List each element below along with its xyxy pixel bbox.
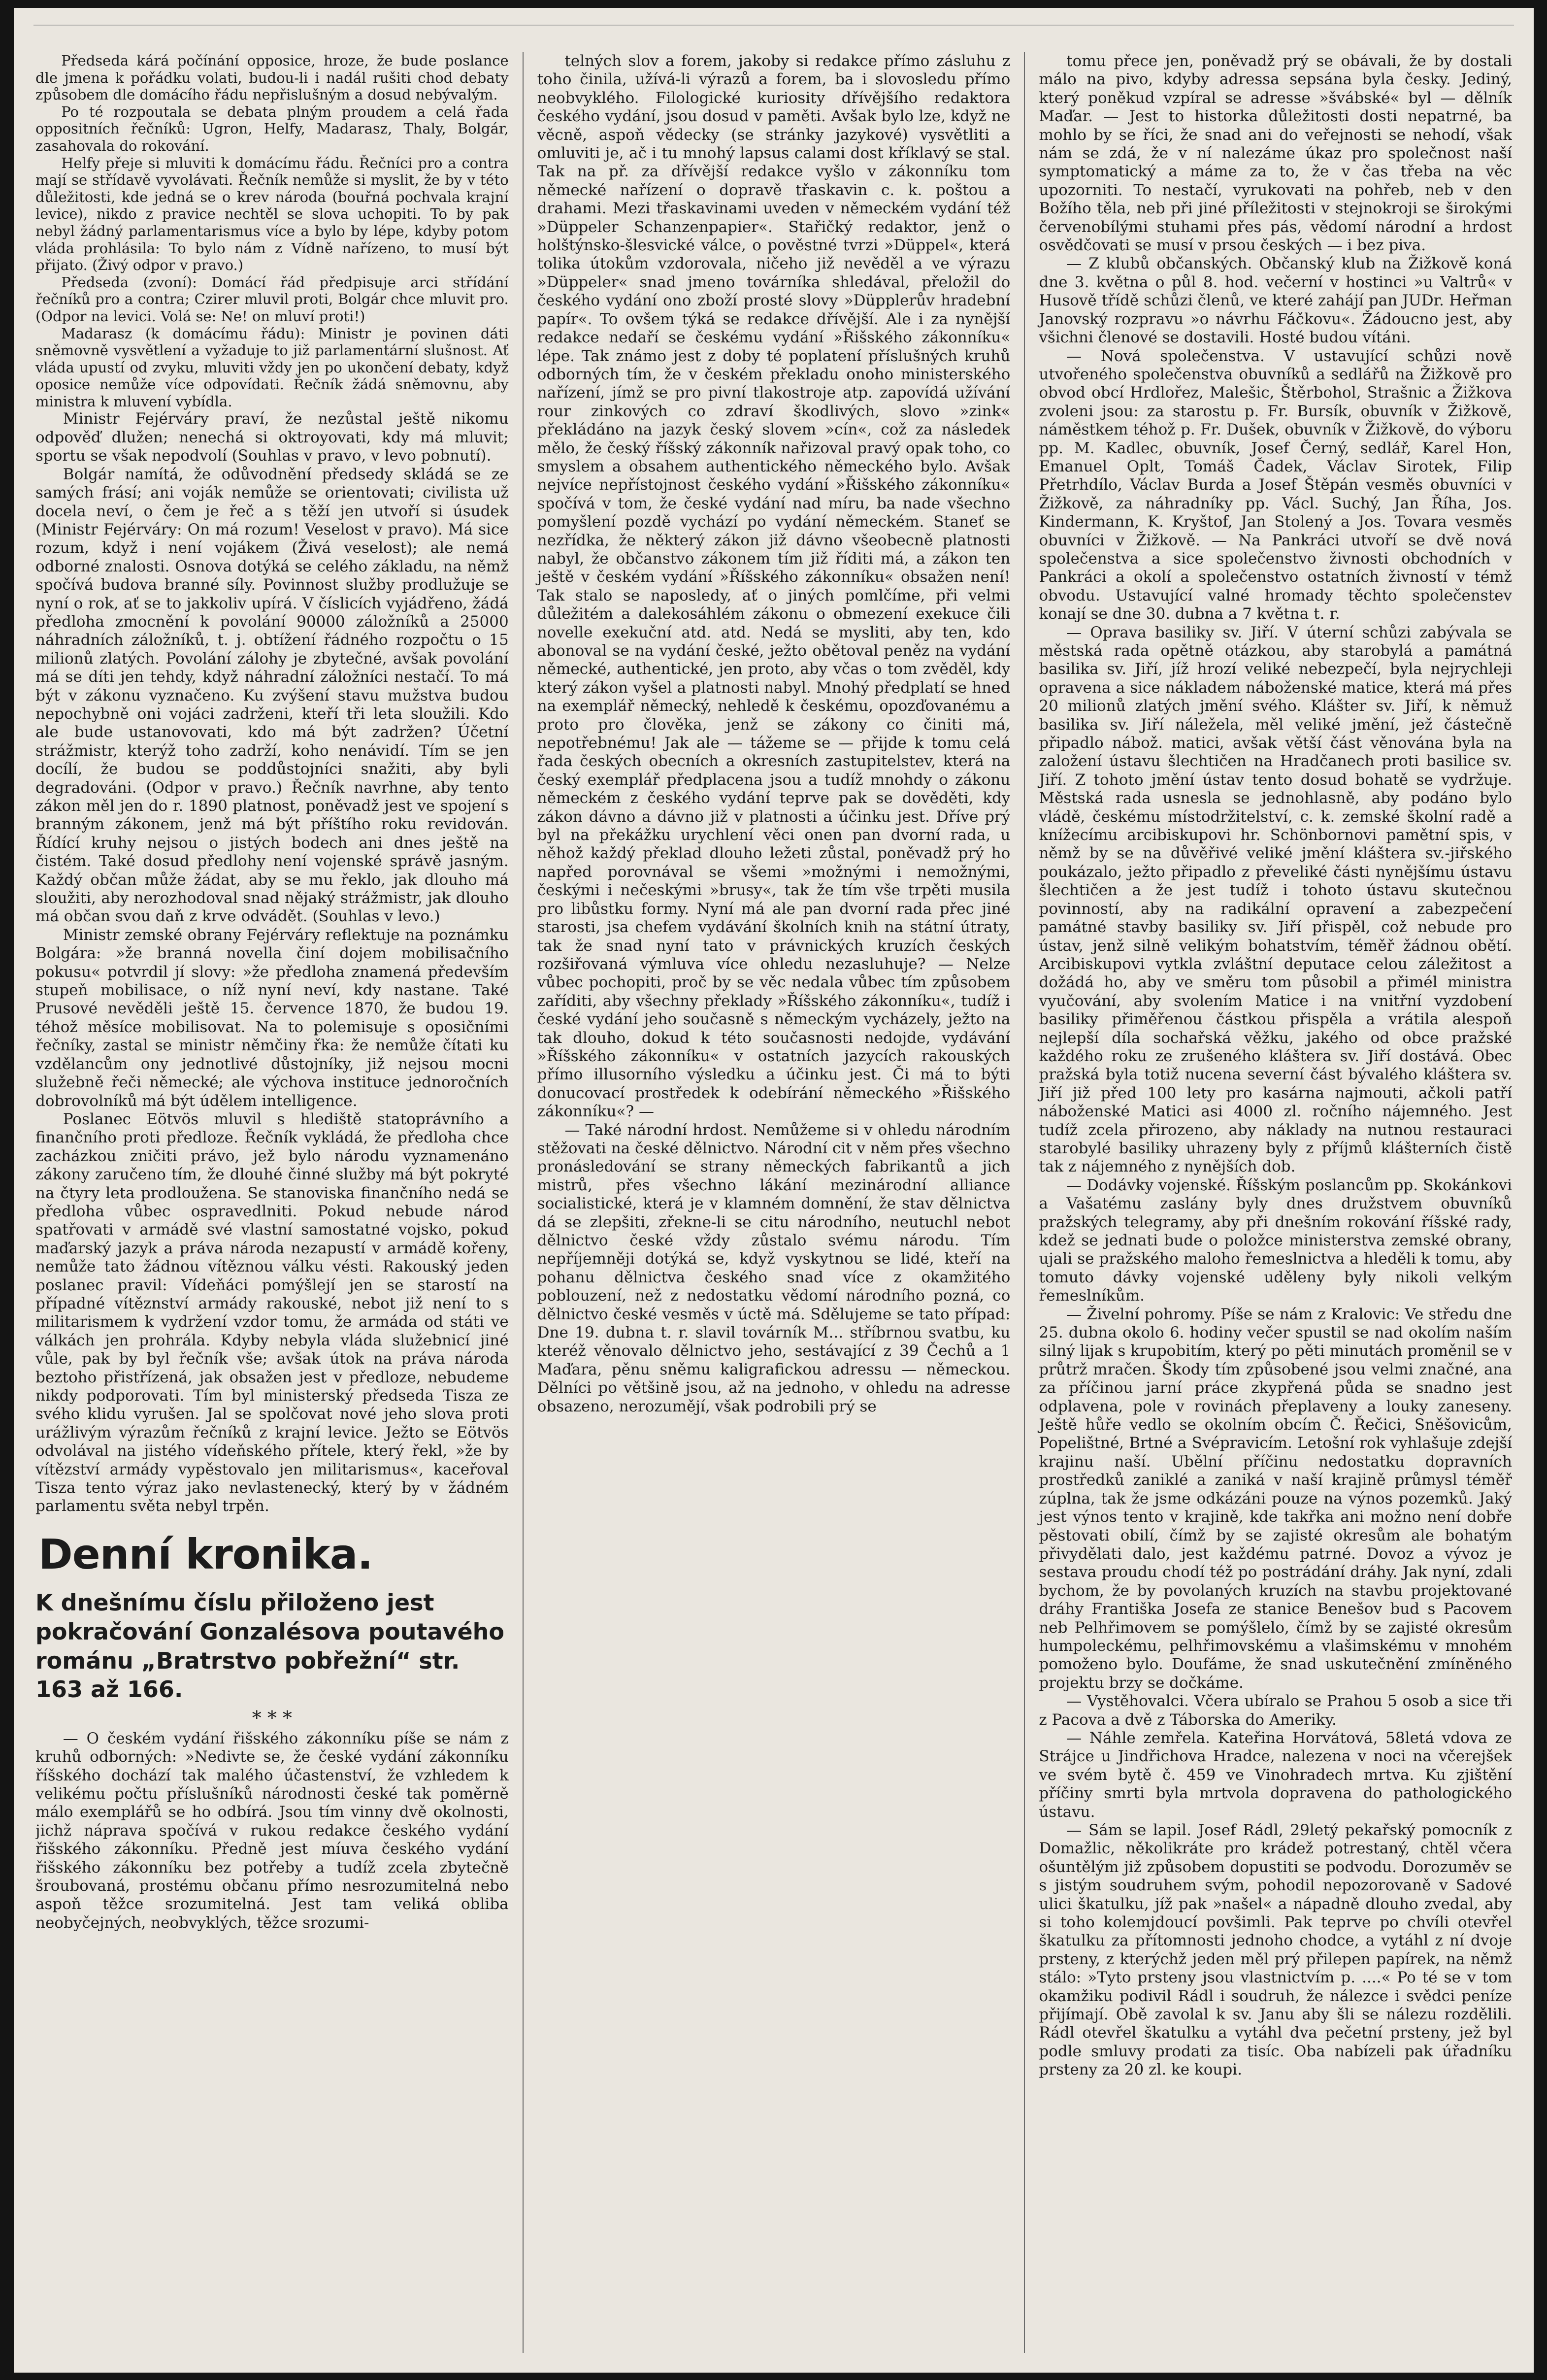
column-middle <box>523 52 1011 2353</box>
paragraph: — Oprava basiliky sv. Jiří. V úterní schůzi zabývala se městská rada opětně otázkou, aby starobylá a památná basilika sv. Jiří, jíž hrozí veliké nebezpečí, byla nejrychleji opravena a sice nákladem náboženské matice, která má přes 20 milionů zlatých jmění svého. Klášter sv. Jiří, k němuž basilika sv. Jiří náležela, měl veliké jmění, jež částečně připadlo nábož. matici, avšak větší část věnována byla na založení ústavu šlechtičen na Hradčanech proti basilice sv. Jiří. Z tohoto jmění ústav tento dosud bohatě se vydržuje. Městská rada usnesla se jednohlasně, aby podáno bylo vládě, českému místodržitelství, c. k. zemské školní radě a knížecímu arcibiskupovi hr. Schönbornovi pamětní spis, v němž by se na důvěřivé veliké jmění kláštera sv.-jiřského poukázalo, ježto připadlo z převeliké části nynějšímu ústavu šlechtičen a že jest tudíž i tohoto ústavu skutečnou povinností, aby na radikální opravení a zabezpečení památné stavby basiliky sv. Jiří přispěl, což nebude pro ústav, jenž silně velikým bohatstvím, téměř žádnou obětí. Arcibiskupovi vytkla zvláštní deputace celou záležitost a dožádá ho, aby ve směru tom působil a přimél ministra vyučování, aby svolením Matice i na vnitřní vyzdobení basiliky přiměřenou částkou přispěla a vrátila alespoň nejlepší díla sochařská věžku, jakého od obce pražské každého roku ze zrušeného kláštera sv. Jiří dostává. Obec pražská byla totiž nucena severní část bývalého kláštera sv. Jiří již před 100 lety pro kasárna najmouti, ačkoli patří náboženské Matici asi 4000 zl. ročního nájemného. Jest tudíž zcela přirozeno, aby náklady na nutnou restauraci starobylé basiliky uhrazeny byly z příjmů klášterních čistě tak z nájemného z nynějších dob. <box>1039 623 1513 1176</box>
column-right <box>1024 52 1512 2353</box>
paragraph: Bolgár namítá, že odůvodnění předsedy skládá se ze samých frásí; ani voják nemůže se orientovati; civilista už docela neví, o čem je řeč a s těží jen utvoří si úsudek (Ministr Fejérváry: On má rozum! Veselost v pravo). Má sice rozum, když i není vojákem (Živá veselost); ale nemá odborné znalosti. Osnova dotýká se celého základu, na němž spočívá budova branné síly. Povinnost služby prodlužuje se nyní o rok, ať se to jakkoliv upírá. V číslicích vyjádřeno, žádá předloha zmocnění k povolání 90000 záložníků a 25000 náhradních záložníků, t. j. obtížení řádného rozpočtu o 15 milionů zlatých. Povolání zálohy je zbytečné, avšak povolání má se díti jen tehdy, když náhradní záložníci nestačí. To má být v zákonu vyznačeno. Ku zvýšení stavu mužstva budou nepochybně oni vojáci zadrženi, kteří tři leta sloužili. Kdo ale bude ustanovovati, kdo má být zadržen? Účetní strážmistr, kterýž toho zadrží, koho nenávidí. Tím se jen docílí, že budou se poddůstojníci snažiti, aby byli degradováni. (Odpor v pravo.) Řečník navrhne, aby tento zákon měl jen do r. 1890 platnost, poněvadž jest ve spojení s branným zákonem, jenž má být příštího roku revidován. Řídící kruhy nejsou o jistých bodech ani dnes ještě na čistém. Také dosud předlohy není vojenské správě jasným. Každý občan může žádat, aby se mu řeklo, jak dlouho má sloužiti, aby nerozhodoval snad nějaký strážmistr, jak dlouho má občan svou daň z krve odvádět. (Souhlas v levo.) <box>35 465 509 926</box>
paragraph: Ministr Fejérváry praví, že nezůstal ještě nikomu odpověď dlužen; nenechá si oktroyovati, kdy má mluvit; sportu se však nepodvolí (Souhlas v pravo, v levo pobnutí). <box>35 410 509 465</box>
column-left <box>35 52 509 2353</box>
top-rule <box>33 25 1514 26</box>
newspaper-page <box>14 8 1534 2373</box>
paragraph: Ministr zemské obrany Fejérváry reflektuje na poznámku Bolgára: »že branná novella činí dojem mobilisačního pokusu« potvrdil jí slovy: »že předloha znamená především stupeň mobilisace, o níž nyní neví, kdy nastane. Také Prusové nevěděli ještě 15. července 1870, že budou 19. téhož měsíce mobilisovat. Na to polemisuje s oposičními řečníky, zastal se ministr němčiny řka: že nemůže čítati ku vzdělancům ony jednotlivé důstojníky, již nejsou mocni služebně řeči německé; ale výchova instituce jednoročních dobrovolníků má být údělem intelligence. <box>35 926 509 1110</box>
paragraph: — O českém vydání řišského zákonníku píše se nám z kruhů odborných: »Nedivte se, že české vydání zákonníku říšského dochází tak malého účastenství, že vzhledem k velikému počtu příslušníků národnosti české tak poměrně málo exemplářů se ho odbírá. Jsou tím vinny dvě okolnosti, jichž náprava spočívá v rukou redakce českého vydání řišského zákonníku. Předně jest míuva českého vydání řišského zákonníku bez potřeby a tudíž zcela zbytečně šroubovaná, prostému občanu přímo nesrozumitelná nebo aspoň těžce srozumitelná. Jest tam veliká obliba neobyčejných, neobvyklých, těžce srozumi- <box>35 1729 509 1932</box>
paragraph: — Sám se lapil. Josef Rádl, 29letý pekařský pomocník z Domažlic, několikráte pro krádež potrestaný, chtěl včera ošuntělým již způsobem dopustiti se podvodu. Dorozuměv se s jistým soudruhem svým, pohodil nepozorovaně v Sadové ulici škatulku, jíž pak »našel« a nápadně dlouho zvedal, aby si toho kolemjdoucí povšimli. Pak teprve po chvíli otevřel škatulku za přítomnosti jednoho chodce, a vytáhl z ní dvoje prsteny, z kterýchž jeden měl prý přilepen papírek, na němž stálo: »Tyto prsteny jsou vlastnictvím p. ....« Po té se v tom okamžiku podivil Rádl i soudruh, že nálezce i svědci peníze přijímají. Obě zavolal k sv. Janu aby šli se nálezu rozdělili. Rádl otevřel škatulku a vytáhl dva pečetní prsteny, jež byl podle smluvy prodati za tisíc. Oba nabízeli pak úřadníku prsteny za 20 zl. ke koupi. <box>1039 1821 1513 2079</box>
paragraph: Poslanec Eötvös mluvil s hlediště statoprávního a finančního proti předloze. Řečník vykládá, že předloha chce zacházkou zničiti právo, jež bylo národu vyznamenáno zákony zaručeno tím, že dlouhé činné služby má být pokryté na čtyry leta prodloužena. Se stanoviska finančního nedá se předloha vůbec ospravedlniti. Pokud nebude národ spatřovati v armádě své vlastní samostatné vojsko, pokud maďarský jazyk a práva národa nezapustí v armádě kořeny, nemůže tato žádnou vítěznou válku vésti. Rakouský jeden poslanec pravil: Vídeňáci pomýšlejí jen se starostí na případné vítěznství armády rakouské, nebot již není to s militarismem k vydržení vzdor tomu, že armáda od státi ve válkách jen prohrála. Kdyby nebyla vláda služebnicí jiné vůle, pak by byl řečník vše; avšak útok na práva národa beztoho přistřízená, jak obsažen jest v předloze, nebudeme nikdy podporovati. Tím byl ministerský předseda Tisza ze svého klidu vyrušen. Jal se spolčovat nové jeho slova proti urážlivým výrazům řečníků z krajní levice. Ježto se Eötvös odvolával na jistého vídeňského přítele, který řekl, »že by vítězství armády vypěstovalo jen militarismus«, kaceřoval Tisza tento výraz jako nevlastenecký, který by v žádném parlamentu světa nebyl trpěn. <box>35 1110 509 1515</box>
supplement-notice: K dnešnímu číslu přiloženo jest pokračování Gonzalésova poutavého románu „Bratrstvo pobřežní“ str. 163 až 166. <box>35 1589 505 1703</box>
columns <box>35 52 1512 2353</box>
paragraph: tomu přece jen, poněvadž prý se obávali, že by dostali málo na pivo, kdyby adressa sepsána byla česky. Jediný, který poněkud vzpíral se adresse »švábské« byl — dělník Maďar. — Jest to historka důležitosti dosti nepatrné, ba mohlo by se říci, že snad ani do veřejnosti se nehodí, však nám se zdá, že v ní nalezáme úkaz pro společnost naší symptomatický a máme za to, že v čas třeba na věc upozorniti. To nestačí, vyrukovati na pohřeb, neb v den Božího těla, neb při jiné příležitosti v stejnokroji se širokými červenobílými stuhami přes pás, vědomí národní a hrdost osvědčovati se musí v prsou českých — i bez piva. <box>1039 52 1513 255</box>
paragraph: — Dodávky vojenské. Říšským poslancům pp. Skokánkovi a Vašatému zaslány byly dnes družstvem obuvníků pražských telegramy, aby při dnešním rokování říšské rady, kdež se jednati bude o položce ministerstva zemské obrany, ujali se pražského maloho řemeslnictva a hleděli k tomu, aby tomuto dávky vojenské uděleny byly nikoli velkým řemeslníkům. <box>1039 1176 1513 1305</box>
section-title: Denní kronika. <box>38 1530 373 1578</box>
paragraph: Madarasz (k domácímu řádu): Ministr je povinen dáti sněmovně vysvětlení a vyžaduje to již parlamentární slušnost. Ať vláda upustí od zvyku, mluviti vždy jen po ukončení debaty, když oposice nemůže více odpovídati. Řečník žádá sněmovnu, aby ministra k mluvení vybídla. <box>35 325 509 410</box>
paragraph: — Živelní pohromy. Píše se nám z Kralovic: Ve středu dne 25. dubna okolo 6. hodiny večer spustil se nad okolím naším silný lijak s krupobitím, který po pěti minutách proměnil se v průtrž mračen. Škody tím způsobené jsou velmi značné, ana za příčinou jarní práce zkypřená půda se snadno jest odplavena, pole v rovinách přeplaveny a louky zaneseny. Ještě hůře vedlo se okolním obcím Č. Řečici, Sněšovicům, Popelištné, Brtné a Svépravicím. Letošní rok vyhlašuje zdejší krajinu naší. Ubělní příčinu nedostatku dopravních prostředků zaniklé a zaniká v naší krajině průmysl téměř zúplna, tak že jsme odkázáni pouze na výnos pozemků. Jaký jest výnos tento v krajině, kde takřka ani možno není dobře pěstovati obilí, čímž by se zajisté okresům ale bohatým přivydělati dalo, jest každému patrné. Dovoz a vývoz je sestava proudu chodí též po postrádání dráhy. Jak nyní, zdali bychom, že by povolaných kruzích na stavbu projektované dráhy Františka Josefa ze stanice Benešov bud s Pacovem neb Pelhřimovem se pomýšlelo, čímž by se zajisté okresům humpoleckému, pelhřimovskému a vlašimskému v mnohém pomoženo bylo. Doufáme, že snad uskutečnění zmíněného projektu brzy se dočkáme. <box>1039 1305 1513 1692</box>
paragraph: Předseda kárá počínání opposice, hroze, že bude poslance dle jmena k pořádku volati, budou-li i nadál rušiti chod debaty způsobem dle domácího řádu nepřislušným a dosud nebývalým. <box>35 52 509 103</box>
paragraph: — Také národní hrdost. Nemůžeme si v ohledu národním stěžovati na české dělnictvo. Národní cit v něm přes všechno pronásledování se strany německých fabrikantů a jich mistrů, přes všechno lákání mezinárodní alliance socialistické, která je v klamném domnění, že stav dělnictva dá se zlepšiti, zřekne-li se citu národního, neutuchl nebot dělnictvo české vždy zůstalo svému národu. Tím nepříjemněji dotýká se, když vyskytnou se lidé, kteří na pohanu dělnictva českého snad více z okamžitého poblouzení, než z nedostatku vědomí národního pozná, co dělnictvo české vesměs v úctě má. Sdělujeme se tato případ: Dne 19. dubna t. r. slavil továrník M... stříbrnou svatbu, ku kteréž věnovalo dělnictvo jeho, sestávající z 39 Čechů a 1 Maďara, pěnu sněmu kaligrafickou adressu — německou. Dělníci po většině jsou, až na jednoho, v ohledu na adresse obsazeno, nerozumějí, však podrobili prý se <box>537 1121 1011 1415</box>
paragraph: Po té rozpoutala se debata plným proudem a celá řada oppositních řečníků: Ugron, Helfy, Madarasz, Thaly, Bolgár, zasahovala do rokování. <box>35 103 509 154</box>
paragraph: — Nová společenstva. V ustavující schůzi nově utvořeného společenstva obuvníků a sedlářů na Žižkově pro obvod obcí Hrdlořez, Malešic, Štěrbohol, Strašnic a Žižkova zvoleni jsou: za starostu p. Fr. Bursík, obuvník v Žižkově, náměstkem téhož p. Fr. Dušek, obuvník v Žižkově, do výboru pp. M. Kadlec, obuvník, Josef Černý, sedlář, Karel Hon, Emanuel Oplt, Tomáš Čadek, Václav Sirotek, Filip Přetrhdílo, Václav Burda a Josef Štěpán vesměs obuvníci v Žižkově, za náhradníky pp. Václ. Suchý, Jan Říha, Jos. Kindermann, K. Kryštof, Jan Stolený a Jos. Tovara vesměs obuvníci v Žižkově. — Na Pankráci utvoří se dvě nová společenstva a sice společenstvo živnosti obchodních v Pankráci a okolí a společenstvo ostatních živností v témž obvodu. Ustavující valné hromady těchto společenstev konají se dne 30. dubna a 7 května t. r. <box>1039 347 1513 623</box>
paragraph: Helfy přeje si mluviti k domácímu řádu. Řečníci pro a contra mají se střídavě vyvolávati. Řečník nemůže si myslit, že by v této důležitosti, kde jedná se o krev národa (bouřná pochvala krajní levice), nikdo z pravice nechtěl se slova uchopiti. To by pak nebyl žádný parlamentarismus více a bylo by lépe, kdyby potom vláda prohlásila: To bylo nám z Vídně nařízeno, to musí být přijato. (Živý odpor v pravo.) <box>35 154 509 274</box>
paragraph: Předseda (zvoní): Domácí řád předpisuje arci střídání řečníků pro a contra; Czirer mluvil proti, Bolgár chce mluvit pro. (Odpor na levici. Volá se: Ne! on mluví proti!) <box>35 273 509 325</box>
paragraph: — Vystěhovalci. Včera ubíralo se Prahou 5 osob a sice tři z Pacova a dvě z Táborska do Ameriky. <box>1039 1692 1513 1729</box>
paragraph: telných slov a forem, jakoby si redakce přímo zásluhu z toho činila, užívá-li výrazů a forem, ba i slovosledu přímo neobvyklého. Filologické kuriosity dřívějšího redaktora českého vydání, jsou dosud v paměti. Avšak bylo lze, když ne věcně, aspoň vědecky (se stránky jazykové) vysvětliti a omluviti je, ač i tu mnohý lapsus calami dost kříklavý se stal. Tak na př. za dřívější redakce vyšlo v zákonníku tom německé nařízení o dopravě třaskavin c. k. poštou a drahami. Mezi třaskavinami uveden v německém vydání též »Düppeler Schanzenpapier«. Stařičký redaktor, jenž o holštýnsko-šlesvické válce, o pověstné tvrzi »Düppel«, která tolika útokům vzdorovala, ničeho již nevěděl a ve výrazu »Düppeler« snad jmeno továrníka shledával, přeložil do českého vydání ono zboží prosté slovy »Düpplerův hradební papír«. To ovšem týká se redakce dřívější. Ale i za nynější redakce nedaří se českému vydání »Řišského zákonníku« lépe. Tak známo jest z doby té poplatení příslušných kruhů odborných tím, že v českém překladu onoho ministerského nařízení, jímž se pro pivní tlakostroje atp. zapovídá užívání rour zinkových co zdraví škodlivých, slovo »zink« překládáno na jazyk český slovem »cín«, což za následek mělo, že český říšský zákonník nařizoval pravý opak toho, co smyslem a obsahem authentického německého bylo. Avšak nejvíce nepřístojnost českého vydání »Řišského zákonníku« spočívá v tom, že české vydání nad míru, ba nade všechno pomyšlení pozdě vychází po vydání německém. Staneť se nezřídka, že některý zákon již dávno všeobecně platnosti nabyl, že občanstvo zákonem tím již říditi má, a zákon ten ještě v českém vydání »Říšského zákonníku« obsažen není! Tak stalo se naposledy, ať o jiných pomlčíme, při velmi důležitém a dalekosáhlém zákonu o obmezení exekuce čili novelle exekuční atd. atd. Nedá se mysliti, aby ten, kdo abonoval se na vydání české, ježto obětoval peněz na vydání německé, authentické, jen proto, aby včas o tom zvěděl, kdy který zákon vyšel a platnosti nabyl. Mnohý předplatí se hned na exemplář německý, nehledě k českému, opozďovanému a proto pro člověka, jenž se zákony co činiti má, nepotřebnému! Jak ale — tážeme se — přijde k tomu celá řada českých obecních a okresních zastupitelstev, která na český exemplář předplacena jsou a tudíž mnohdy o zákonu německém z českého vydání teprve pak se dověděti, kdy zákon dávno a dávno již v platnosti a účinku jest. Dříve prý byl na překážku urychlení věci onen pan dvorní rada, u něhož každý překlad dlouho ležeti zůstal, poněvadž prý ho napřed porovnával se všemi »možnými i nemožnými, českými i nečeskými »brusy«, tak že tím vše trpěti musila pro libůstku formy. Nyní má ale pan dvorní rada přec jiné starosti, jsa chefem vydávání školních knih na státní útraty, tak že snad nyní tato v právnických kruzích českých rozšiřovaná výmluva více ohledu nezasluhuje? — Nelze vůbec pochopiti, proč by se věc nedala vůbec tím způsobem zaříditi, aby všechny překlady »Říšského zákonníku«, tudíž i české vydání jeho současně s německým vycházely, ježto na tak dlouho, dokud k této současnosti nedojde, vydávání »Říšského zákonníku« v ostatních jazycích rakouských přímo illusorního výsledku a účinku jest. Či má to býti donucovací prostředek k odebírání německého »Řišského zákonníku«? — <box>537 52 1011 1121</box>
paragraph: — Náhle zemřela. Kateřina Horvátová, 58letá vdova ze Strájce u Jindřichova Hradce, nalezena v noci na včerejšek ve svém bytě č. 459 ve Vinohradech mrtva. Ku zjištění příčiny smrti byla mrtvola dopravena do pathologického ústavu. <box>1039 1729 1513 1821</box>
asterism: * * * <box>252 1707 292 1729</box>
paragraph: — Z klubů občanských. Občanský klub na Žižkově koná dne 3. května o půl 8. hod. večerní v hostinci »u Valtrů« v Husově třídě schůzi členů, ve které zahájí pan JUDr. Heřman Janovský rozpravu »o návrhu Fáčkovu«. Žádoucno jest, aby všichni členové se dostavili. Hosté budou vítáni. <box>1039 255 1513 347</box>
